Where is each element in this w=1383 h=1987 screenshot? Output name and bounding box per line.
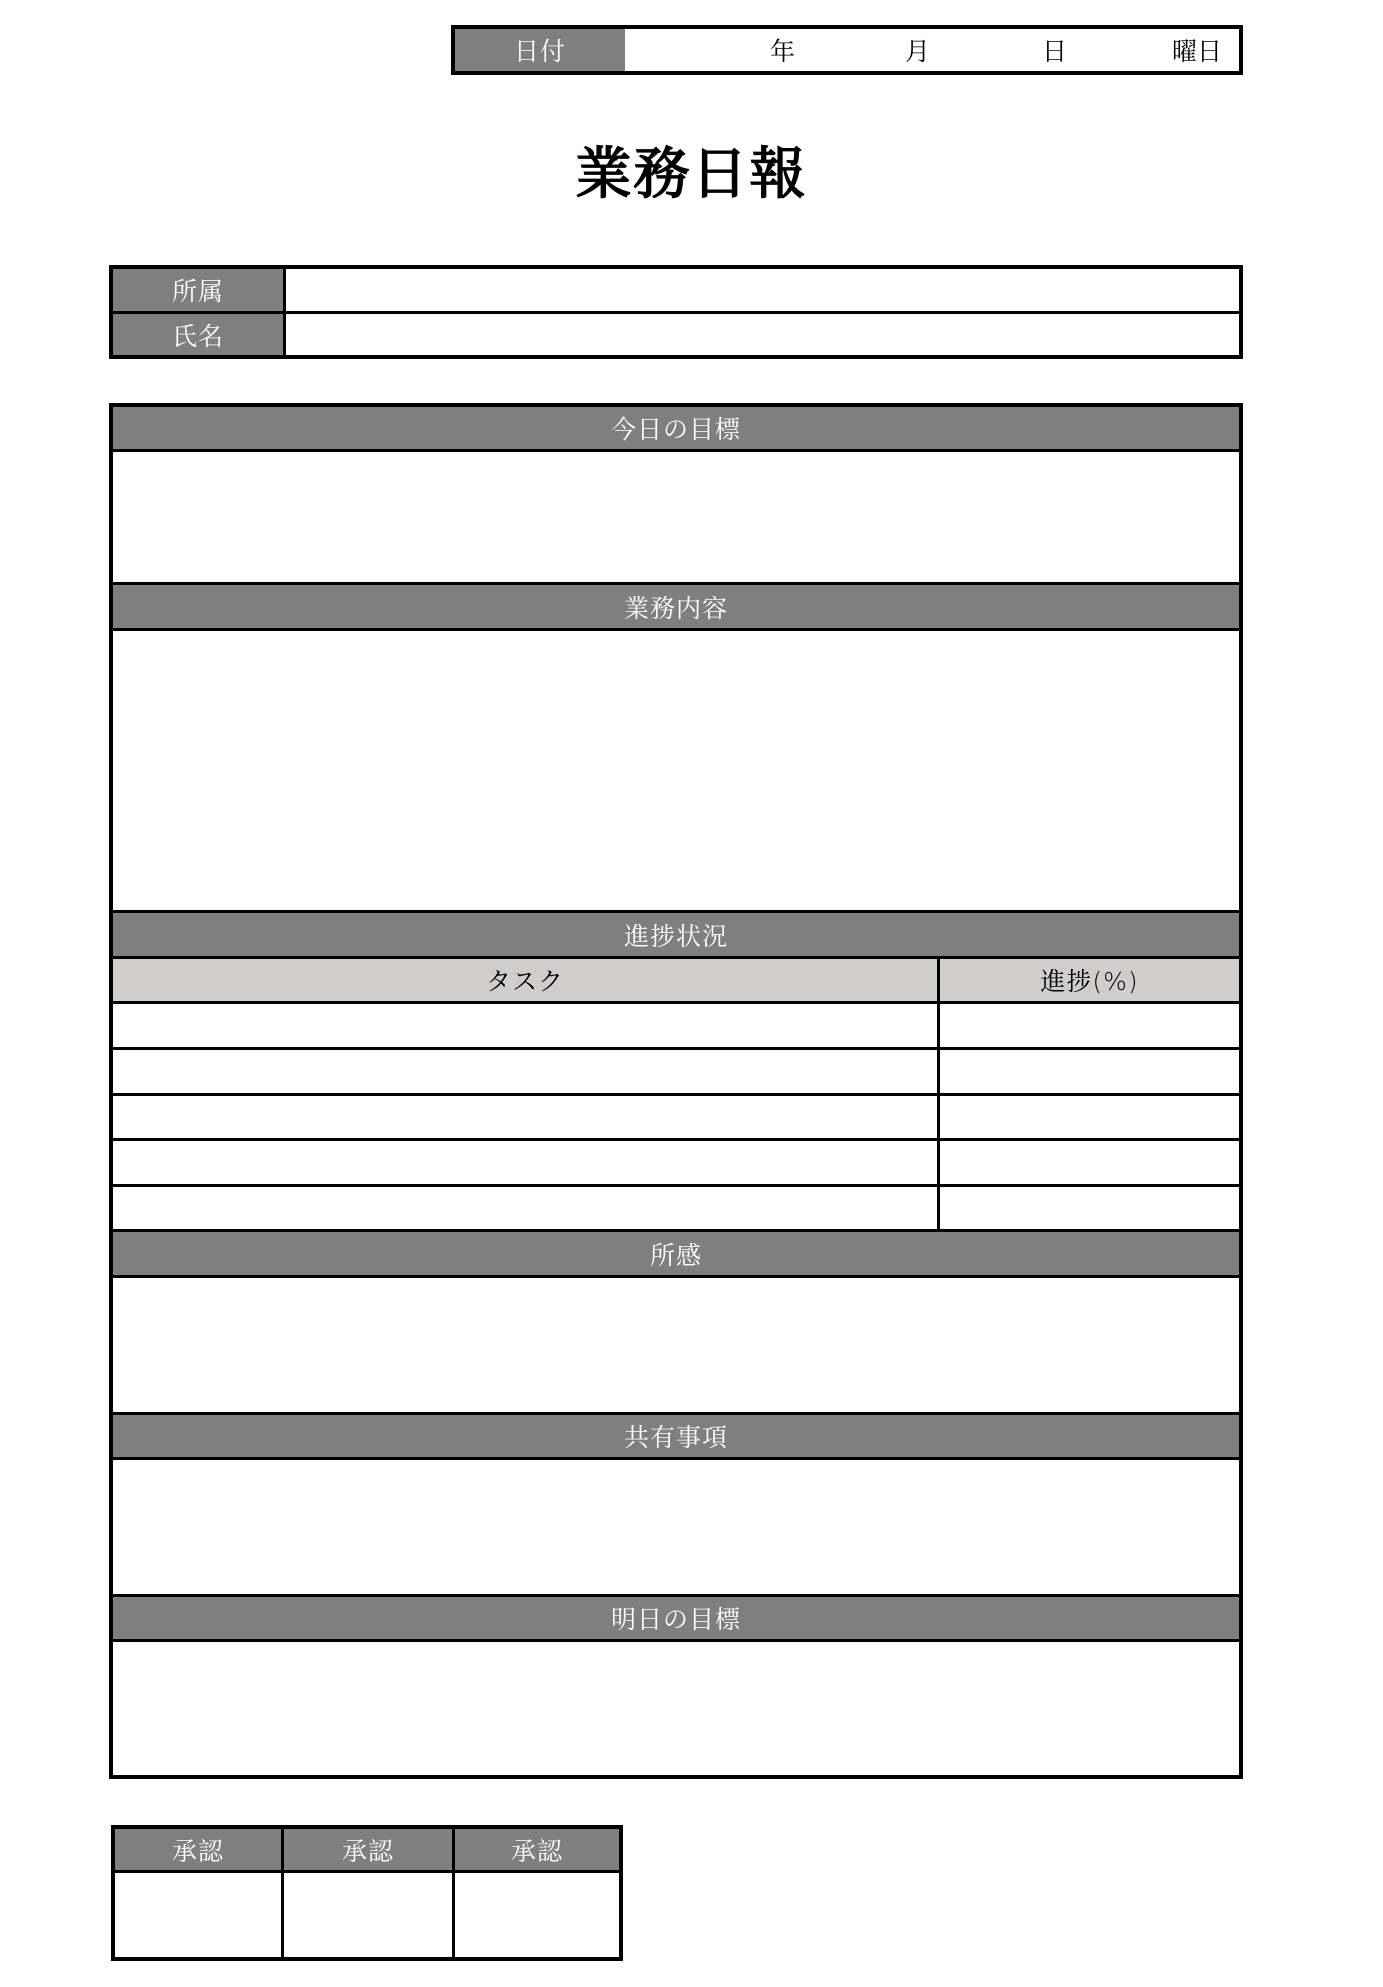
progress-field[interactable] <box>940 1096 1239 1138</box>
shared-items-field[interactable] <box>113 1460 1239 1594</box>
date-label: 日付 <box>455 29 625 71</box>
impressions-field[interactable] <box>113 1278 1239 1412</box>
approval-label: 承認 <box>284 1829 452 1870</box>
approval-label: 承認 <box>455 1829 619 1870</box>
year-unit: 年 <box>770 37 796 66</box>
approval-table <box>111 1825 623 1961</box>
column-divider <box>937 956 940 1229</box>
shared-items-header: 共有事項 <box>113 1415 1239 1457</box>
task-field[interactable] <box>113 1141 937 1183</box>
tomorrow-goal-field[interactable] <box>113 1642 1239 1775</box>
department-field[interactable] <box>286 269 1239 311</box>
task-field[interactable] <box>113 1187 937 1229</box>
info-table <box>109 265 1243 359</box>
impressions-header: 所感 <box>113 1232 1239 1275</box>
tomorrow-goal-header: 明日の目標 <box>113 1597 1239 1639</box>
month-unit: 月 <box>905 37 931 66</box>
progress-field[interactable] <box>940 1187 1239 1229</box>
report-table <box>109 403 1243 1779</box>
today-goal-field[interactable] <box>113 452 1239 582</box>
weekday-input[interactable] <box>1070 31 1170 69</box>
name-label: 氏名 <box>113 314 283 355</box>
weekday-unit: 曜日 <box>1172 37 1223 66</box>
approval-label: 承認 <box>115 1829 281 1870</box>
approval-stamp-box[interactable] <box>115 1873 281 1957</box>
month-input[interactable] <box>800 31 900 69</box>
task-field[interactable] <box>113 1004 937 1046</box>
progress-header: 進捗状況 <box>113 913 1239 956</box>
task-field[interactable] <box>113 1096 937 1138</box>
work-content-header: 業務内容 <box>113 585 1239 628</box>
department-label: 所属 <box>113 269 283 311</box>
column-divider <box>283 269 286 355</box>
day-unit: 日 <box>1042 37 1068 66</box>
approval-stamp-box[interactable] <box>455 1873 619 1957</box>
column-divider <box>452 1829 455 1957</box>
name-field[interactable] <box>286 314 1239 355</box>
task-column-header: タスク <box>113 959 937 1001</box>
date-box <box>451 25 1243 75</box>
work-content-field[interactable] <box>113 631 1239 910</box>
approval-stamp-box[interactable] <box>284 1873 452 1957</box>
year-input[interactable] <box>635 31 765 69</box>
today-goal-header: 今日の目標 <box>113 407 1239 449</box>
task-field[interactable] <box>113 1050 937 1092</box>
progress-field[interactable] <box>940 1050 1239 1092</box>
day-input[interactable] <box>935 31 1040 69</box>
progress-field[interactable] <box>940 1141 1239 1183</box>
progress-column-header: 進捗(%) <box>940 959 1239 1001</box>
progress-field[interactable] <box>940 1004 1239 1046</box>
column-divider <box>281 1829 284 1957</box>
page-title: 業務日報 <box>575 142 808 207</box>
